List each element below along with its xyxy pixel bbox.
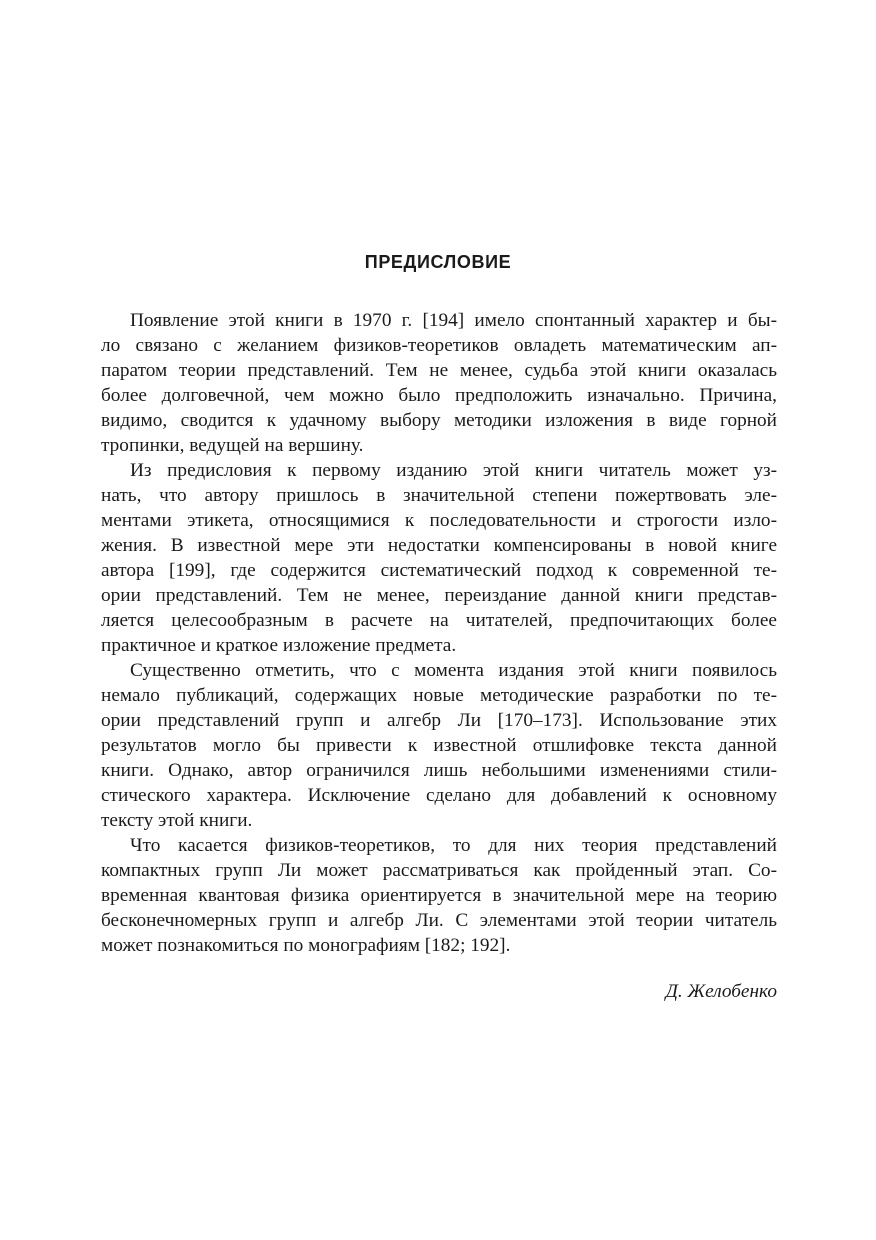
text-line: ории представлений групп и алгебр Ли [170–173]. Использование этих — [101, 710, 777, 731]
text-line: автора [199], где содержится систематический подход к современной те- — [101, 560, 777, 581]
text-line: Из предисловия к первому изданию этой книги читатель может уз- — [130, 460, 777, 481]
text-line: Появление этой книги в 1970 г. [194] имело спонтанный характер и бы- — [130, 310, 777, 331]
text-line: практичное и краткое изложение предмета. — [101, 635, 457, 656]
author-signature: Д. Желобенко — [665, 981, 777, 1002]
text-line: видимо, сводится к удачному выбору методики изложения в виде горной — [101, 410, 777, 431]
paragraph — [101, 833, 777, 958]
text-line: компактных групп Ли может рассматриваться как пройденный этап. Со- — [101, 860, 777, 881]
text-line: бесконечномерных групп и алгебр Ли. С элементами этой теории читатель — [101, 910, 777, 931]
text-line: стического характера. Исключение сделано для добавлений к основному — [101, 785, 777, 806]
text-line: результатов могло бы привести к известной отшлифовке текста данной — [101, 735, 777, 756]
text-line: тексту этой книги. — [101, 810, 253, 831]
text-line: паратом теории представлений. Тем не менее, судьба этой книги оказалась — [101, 360, 777, 381]
text-line: нать, что автору пришлось в значительной степени пожертвовать эле- — [101, 485, 777, 506]
text-line: тропинки, ведущей на вершину. — [101, 435, 364, 456]
text-line: ории представлений. Тем не менее, переиздание данной книги представ- — [101, 585, 777, 606]
text-line: ло связано с желанием физиков-теоретиков овладеть математическим ап- — [101, 335, 777, 356]
text-line: ментами этикета, относящимися к последовательности и строгости изло- — [101, 510, 777, 531]
text-line: Что касается физиков-теоретиков, то для них теория представлений — [130, 835, 777, 856]
preface-text — [101, 308, 777, 958]
text-line: немало публикаций, содержащих новые методические разработки по те- — [101, 685, 777, 706]
text-line: жения. В известной мере эти недостатки компенсированы в новой книге — [101, 535, 777, 556]
text-line: Существенно отметить, что с момента издания этой книги появилось — [130, 660, 777, 681]
text-line: ляется целесообразным в расчете на читателей, предпочитающих более — [101, 610, 777, 631]
text-line: более долговечной, чем можно было предположить изначально. Причина, — [101, 385, 777, 406]
paragraph — [101, 308, 777, 458]
text-line: может познакомиться по монографиям [182; 192]. — [101, 935, 511, 956]
paragraph — [101, 458, 777, 658]
text-line: временная квантовая физика ориентируется в значительной мере на теорию — [101, 885, 777, 906]
paragraph — [101, 658, 777, 833]
page-title: ПРЕДИСЛОВИЕ — [364, 252, 512, 272]
text-line: книги. Однако, автор ограничился лишь небольшими изменениями стили- — [101, 760, 777, 781]
